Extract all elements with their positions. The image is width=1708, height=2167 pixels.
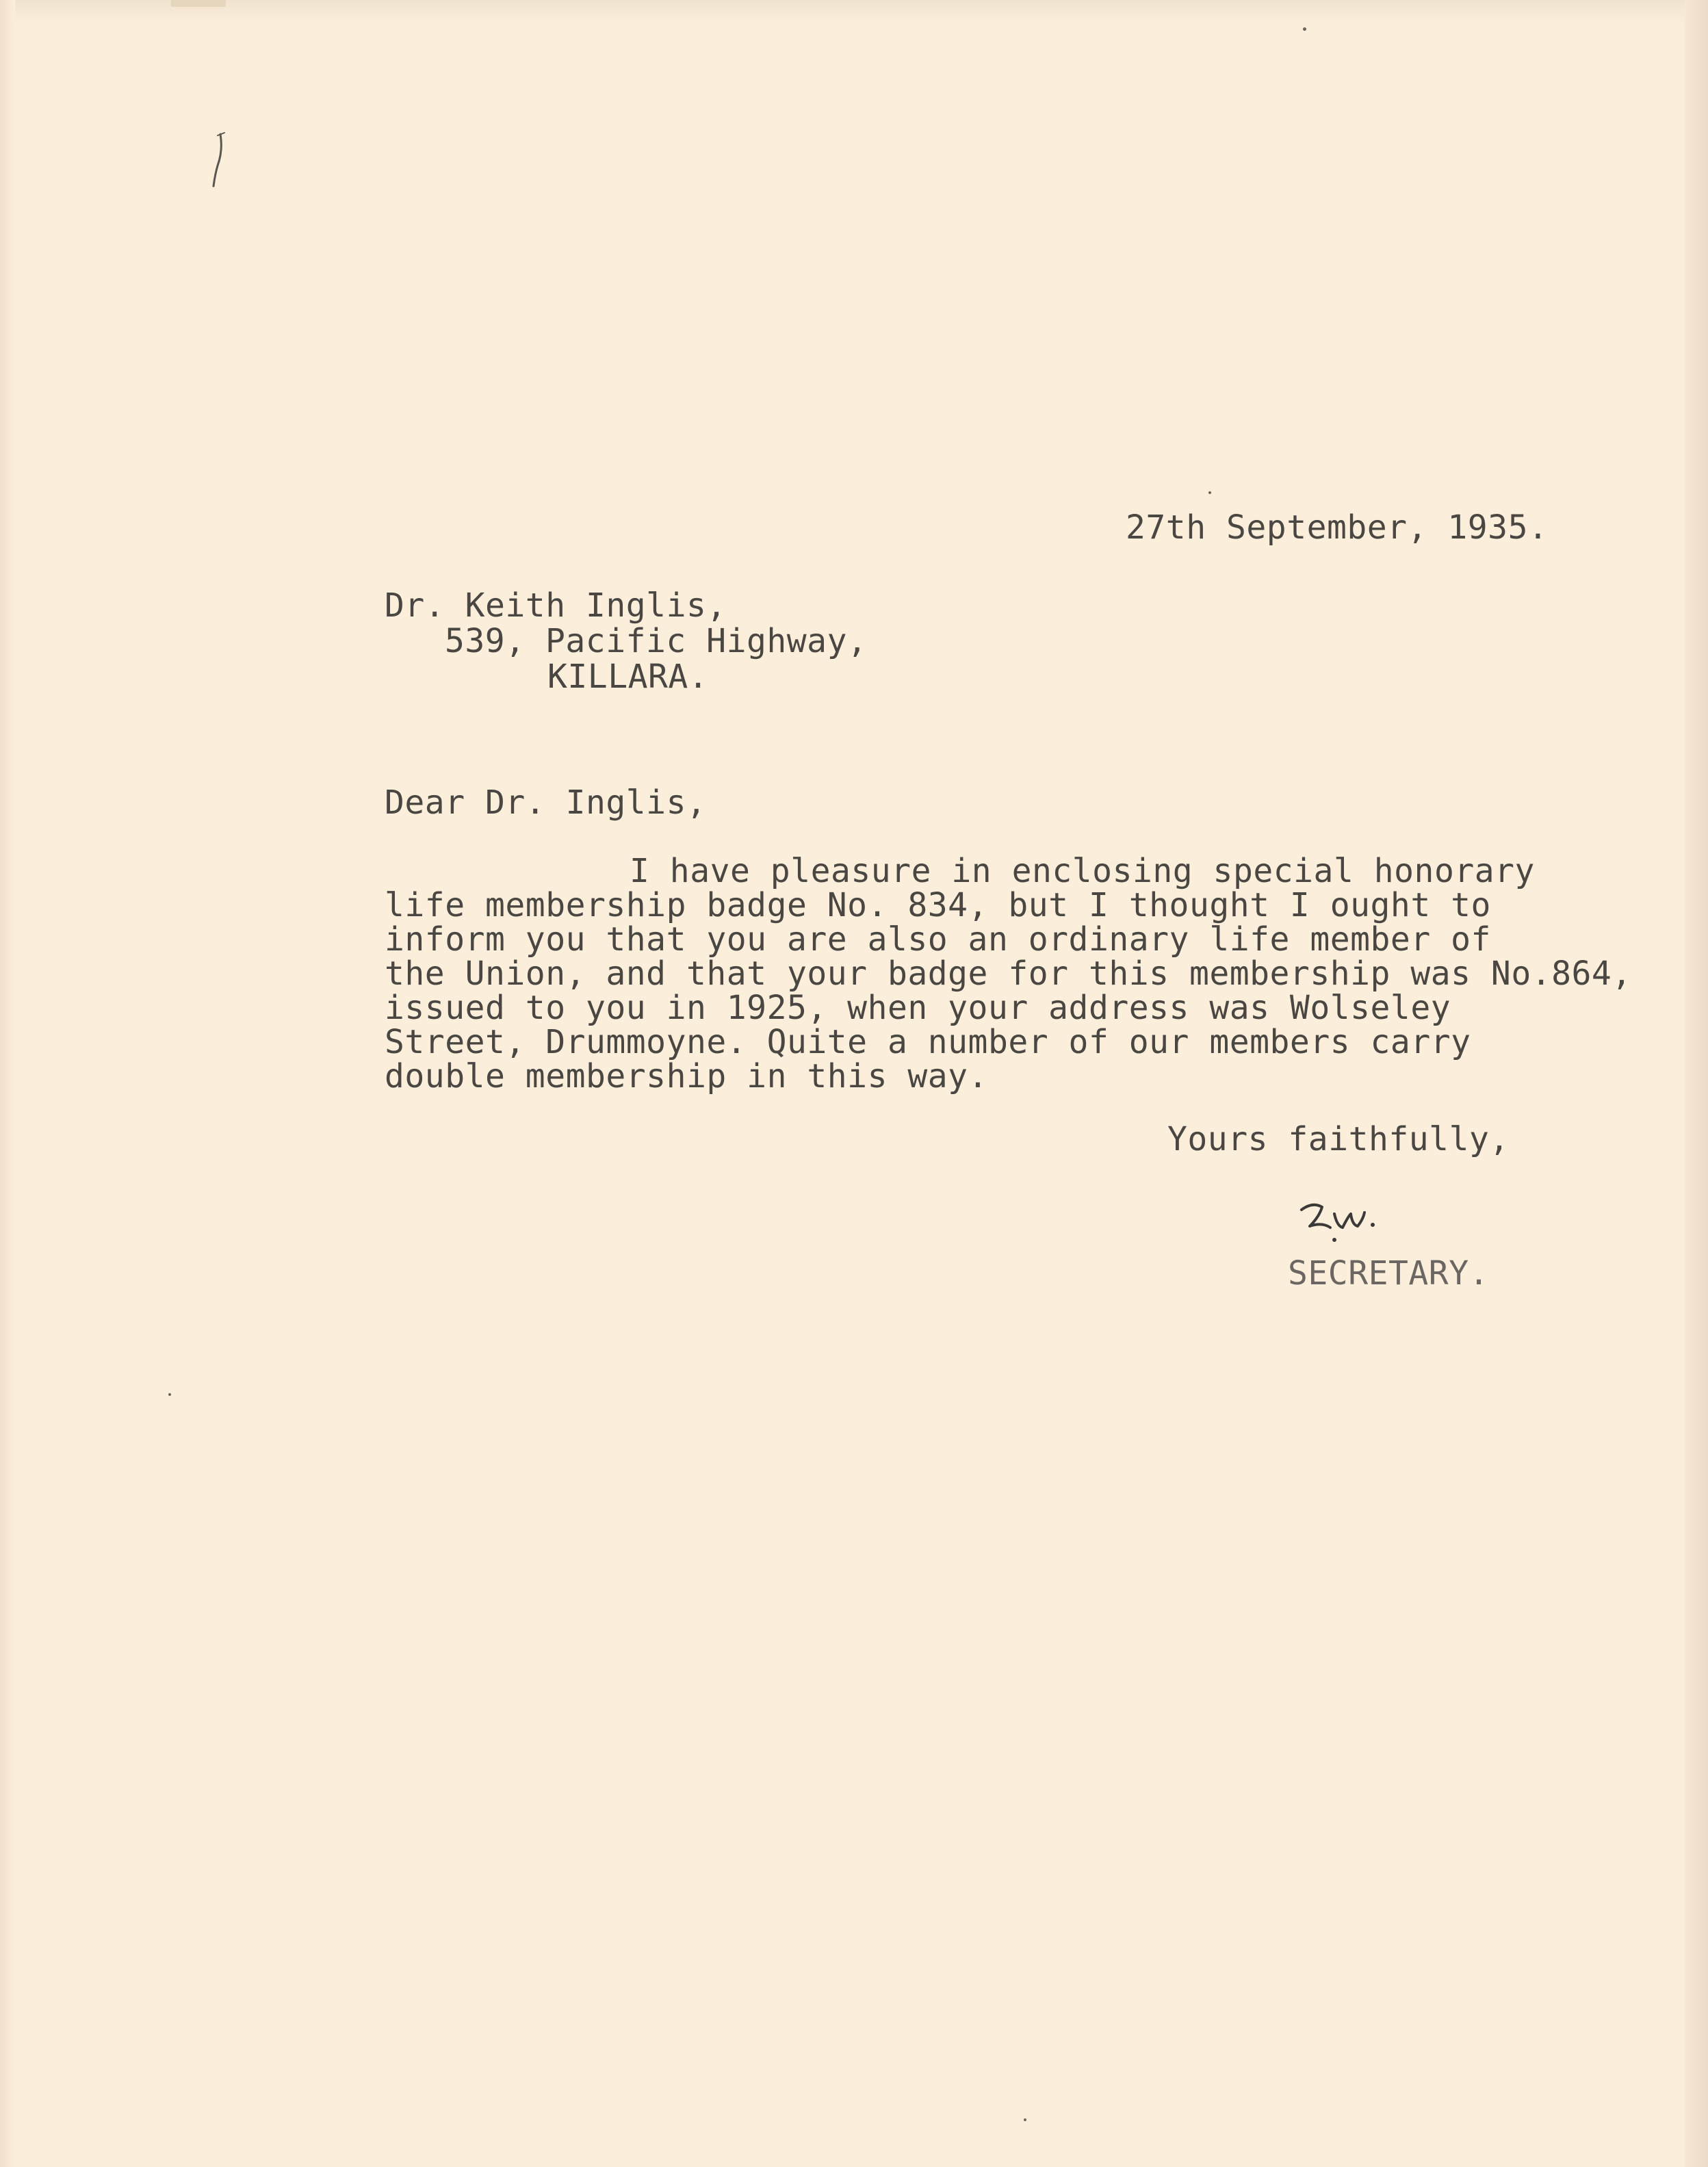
paper-speck <box>168 1393 171 1396</box>
salutation: Dear Dr. Inglis, <box>385 783 707 822</box>
body-line: I have pleasure in enclosing special honorary <box>630 852 1535 890</box>
body-line: the Union, and that your badge for this membership was No.864, <box>385 955 1632 993</box>
signatory-title: SECRETARY. <box>1288 1254 1489 1293</box>
paper-left-edge <box>0 0 15 2167</box>
recipient-street: 539, Pacific Highway, <box>445 622 868 660</box>
handwritten-initials <box>1292 1186 1388 1248</box>
body-line: issued to you in 1925, when your address was Wolseley <box>385 989 1451 1027</box>
recipient-suburb: KILLARA. <box>547 658 709 696</box>
body-line: life membership badge No. 834, but I thought I ought to <box>385 886 1491 924</box>
body-line: Street, Drummoyne. Quite a number of our members carry <box>385 1023 1471 1061</box>
pencil-mark <box>205 130 233 192</box>
paper-speck <box>1208 491 1211 494</box>
recipient-name: Dr. Keith Inglis, <box>385 586 727 625</box>
letter-date: 27th September, 1935. <box>1126 508 1549 547</box>
closing: Yours faithfully, <box>1167 1120 1510 1158</box>
paper-speck <box>1303 27 1306 31</box>
body-line: double membership in this way. <box>385 1057 988 1095</box>
paper-top-edge <box>0 0 1708 25</box>
body-line: inform you that you are also an ordinary life member of <box>385 920 1491 959</box>
paper-tear-mark <box>171 0 226 7</box>
paper-right-edge <box>1685 0 1708 2167</box>
paper-speck <box>1024 2118 1026 2121</box>
